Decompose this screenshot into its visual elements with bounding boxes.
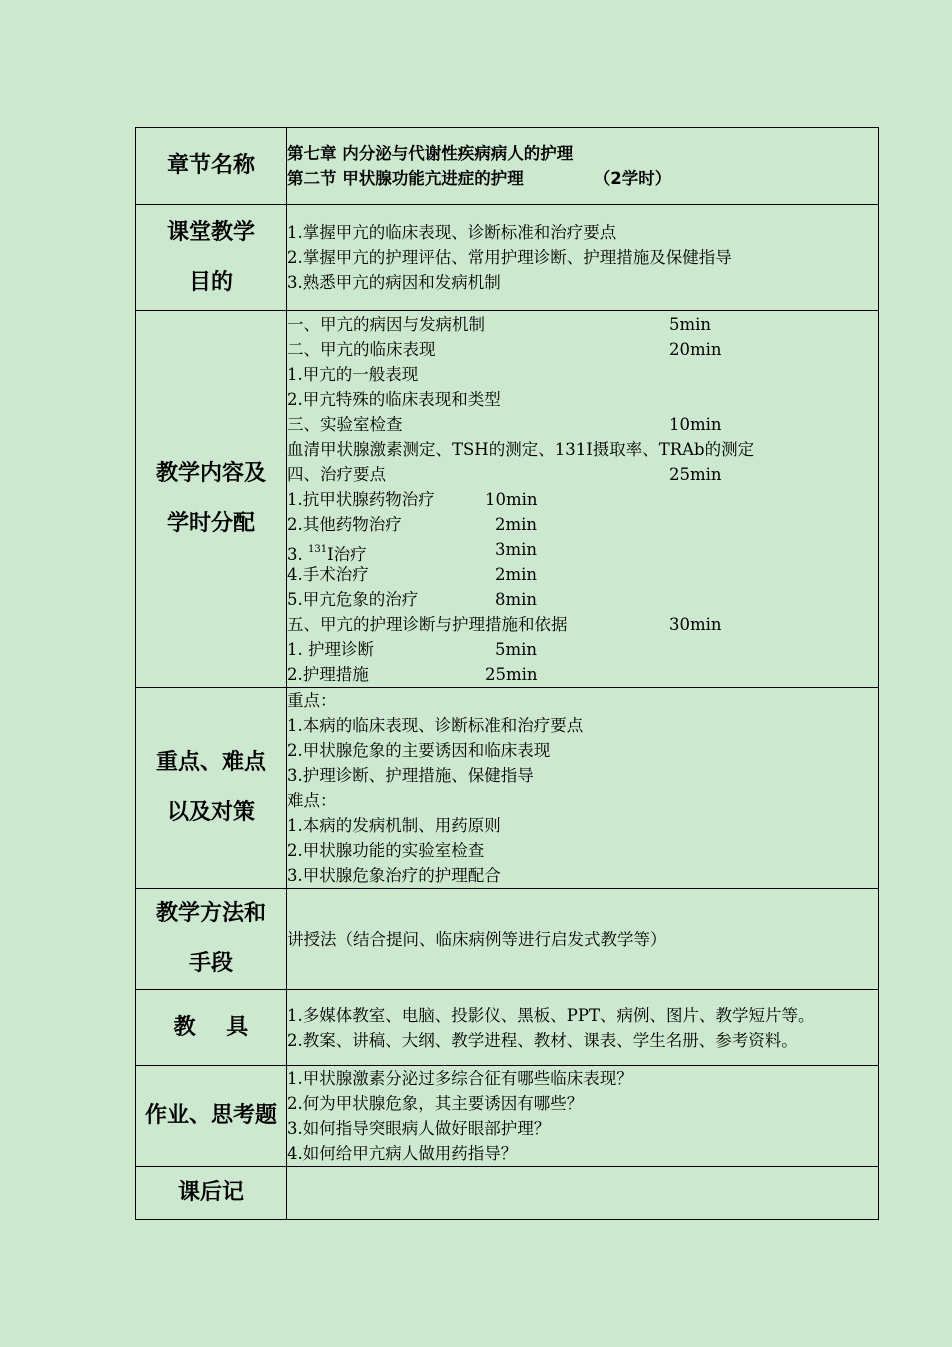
time-value: 30min — [669, 614, 722, 634]
label-notes: 课后记 — [136, 1167, 287, 1220]
label-methods: 教学方法和 手段 — [136, 889, 287, 990]
label-key-points: 重点、难点 以及对策 — [136, 688, 287, 889]
homework-question: 4.如何给甲亢病人做用药指导？ — [287, 1144, 518, 1163]
objective-item: 3.熟悉甲亢的病因和发病机制 — [287, 273, 501, 292]
aids-line: 2.教案、讲稿、大纲、教学进程、教材、课表、学生名册、参考资料。 — [287, 1030, 798, 1050]
row-chapter — [136, 128, 879, 205]
key-point-line: 3.甲状腺危象治疗的护理配合 — [287, 866, 501, 885]
time-value: 3min — [495, 539, 538, 559]
content-line: 5.甲亢危象的治疗 8min — [287, 587, 878, 612]
methods-content — [287, 889, 879, 990]
homework-question: 3.如何指导突眼病人做好眼部护理？ — [287, 1119, 551, 1138]
label-aids: 教 具 — [136, 990, 287, 1066]
credit-hours: （2学时） — [593, 169, 672, 188]
aids-line: 1.多媒体教室、电脑、投影仪、黑板、PPT、病例、图片、教学短片等。 — [287, 1005, 815, 1025]
label-content: 教学内容及 学时分配 — [136, 311, 287, 688]
content-line: 三、实验室检查 10min — [287, 412, 878, 437]
methods-text: 讲授法（结合提问、临床病例等进行启发式教学等） — [287, 929, 667, 949]
key-point-line: 1.本病的发病机制、用药原则 — [287, 816, 501, 835]
content-line: 一、甲亢的病因与发病机制 5min — [287, 312, 878, 337]
key-point-line: 1.本病的临床表现、诊断标准和治疗要点 — [287, 716, 584, 735]
content-line: 2.护理措施 25min — [287, 662, 878, 687]
key-point-line: 2.甲状腺危象的主要诱因和临床表现 — [287, 741, 551, 760]
key-point-line: 3.护理诊断、护理措施、保健指导 — [287, 766, 534, 785]
content-line: 1.抗甲状腺药物治疗 10min — [287, 487, 878, 512]
key-point-line: 难点： — [287, 791, 337, 810]
lesson-plan-table — [135, 127, 879, 1220]
homework-question: 2.何为甲状腺危象，其主要诱因有哪些？ — [287, 1094, 584, 1113]
row-methods — [136, 889, 879, 990]
time-value: 5min — [669, 314, 712, 334]
isotope-superscript: 131 — [308, 543, 328, 555]
content-line: 血清甲状腺激素测定、TSH的测定、131I摄取率、TRAb的测定 — [287, 439, 755, 459]
row-content — [136, 311, 879, 688]
content-line: 1.甲亢的一般表现 — [287, 364, 419, 384]
key-point-line: 重点： — [287, 691, 337, 710]
section-name: 第二节 甲状腺功能亢进症的护理 — [287, 169, 524, 188]
homework-content — [287, 1066, 879, 1167]
objectives-content — [287, 205, 879, 311]
chapter-content — [287, 128, 879, 205]
time-value: 20min — [669, 339, 722, 359]
objective-item: 1.掌握甲亢的临床表现、诊断标准和治疗要点 — [287, 223, 617, 242]
label-homework: 作业、思考题 — [136, 1066, 287, 1167]
row-objectives — [136, 205, 879, 311]
content-line: 1. 护理诊断 5min — [287, 637, 878, 662]
time-value: 2min — [495, 564, 538, 584]
key-point-line: 2.甲状腺功能的实验室检查 — [287, 841, 485, 860]
time-value: 25min — [485, 664, 538, 684]
row-homework — [136, 1066, 879, 1167]
notes-content — [287, 1167, 879, 1220]
time-value: 10min — [485, 489, 538, 509]
time-value: 8min — [495, 589, 538, 609]
time-value: 10min — [669, 414, 722, 434]
content-allocation — [287, 311, 879, 688]
content-line: 4.手术治疗 2min — [287, 562, 878, 587]
row-key-points — [136, 688, 879, 889]
row-aids — [136, 990, 879, 1066]
content-line: 五、甲亢的护理诊断与护理措施和依据 30min — [287, 612, 878, 637]
label-objectives: 课堂教学 目的 — [136, 205, 287, 311]
content-line: 四、治疗要点 25min — [287, 462, 878, 487]
content-line: 2.甲亢特殊的临床表现和类型 — [287, 389, 501, 409]
chapter-title: 第七章 内分泌与代谢性疾病病人的护理 — [287, 144, 574, 163]
content-line: 3. $^{131}$I治疗 3min — [287, 537, 878, 562]
content-line: 2.其他药物治疗 2min — [287, 512, 878, 537]
key-points-content — [287, 688, 879, 889]
label-chapter: 章节名称 — [136, 128, 287, 205]
time-value: 5min — [495, 639, 538, 659]
objective-item: 2.掌握甲亢的护理评估、常用护理诊断、护理措施及保健指导 — [287, 248, 732, 267]
content-line: 二、甲亢的临床表现 20min — [287, 337, 878, 362]
time-value: 2min — [495, 514, 538, 534]
time-value: 25min — [669, 464, 722, 484]
row-notes — [136, 1167, 879, 1220]
homework-question: 1.甲状腺激素分泌过多综合征有哪些临床表现？ — [287, 1069, 633, 1088]
section-title — [287, 166, 878, 191]
aids-content — [287, 990, 879, 1066]
